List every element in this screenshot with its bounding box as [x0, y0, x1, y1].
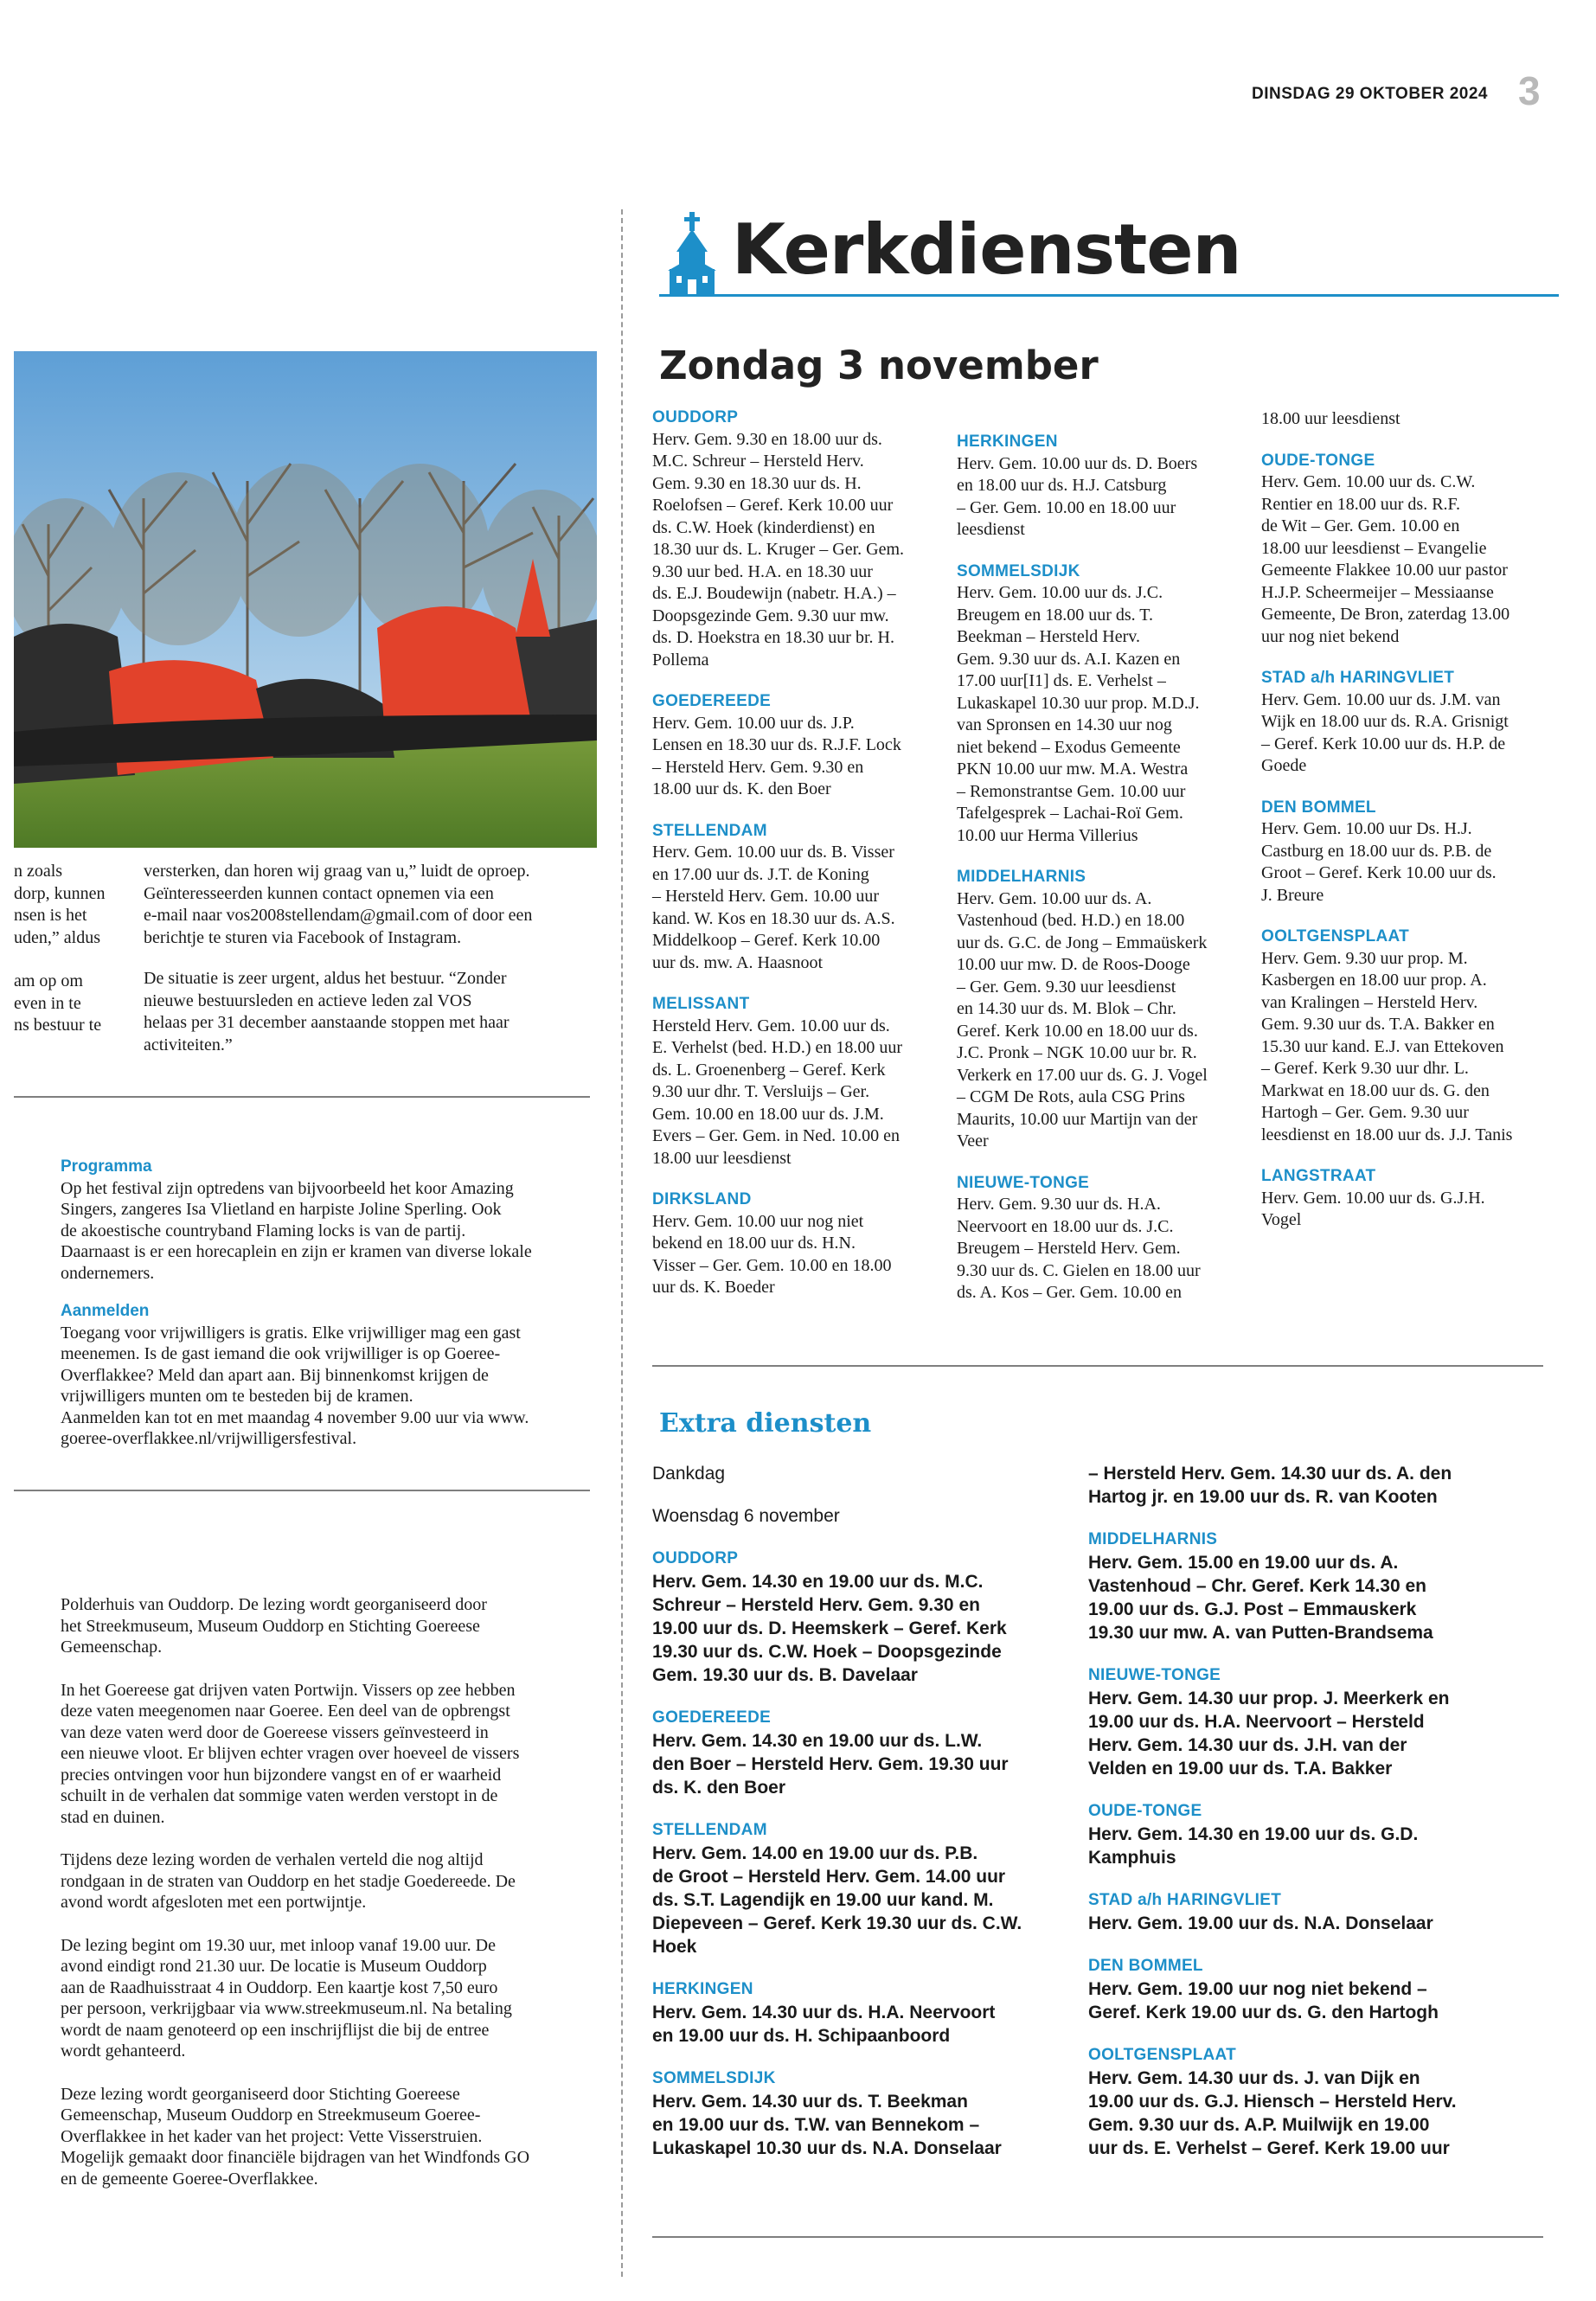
service-line: Castburg en 18.00 uur ds. P.B. de [1261, 841, 1492, 861]
service-line: Wijk en 18.00 uur ds. R.A. Grisnigt [1261, 712, 1509, 731]
service-line: 9.30 uur dhr. T. Versluijs – Ger. [652, 1082, 870, 1101]
service-line: Breugem en 18.00 uur ds. T. [957, 605, 1154, 625]
place-heading: LANGSTRAAT [1261, 1167, 1376, 1185]
text-line: n zoals [14, 862, 63, 881]
bottom-divider [652, 2236, 1543, 2238]
text-line: – Hersteld Herv. Gem. 14.30 uur ds. A. den [1088, 1464, 1452, 1484]
service-line: Velden en 19.00 uur ds. T.A. Bakker [1088, 1759, 1393, 1779]
service-line: Roelofsen – Geref. Kerk 10.00 uur [652, 496, 894, 515]
text-line: De lezing begint om 19.30 uur, met inloop vanaf 19.00 uur. De [61, 1935, 496, 1955]
service-line: 10.00 uur Herma Villerius [957, 825, 1138, 845]
service-line: Herv. Gem. 10.00 uur Ds. H.J. [1261, 819, 1472, 838]
service-line: Kasbergen en 18.00 uur prop. A. [1261, 971, 1487, 990]
service-line: Hersteld Herv. Gem. 10.00 uur ds. [652, 1016, 890, 1035]
text-line: Deze lezing wordt georganiseerd door Stichting Goereese [61, 2084, 460, 2104]
service-line: Lensen en 18.30 uur ds. R.J.F. Lock [652, 735, 901, 754]
service-line: Herv. Gem. 10.00 uur ds. A. [957, 888, 1152, 908]
service-line: bekend en 18.00 uur ds. H.N. [652, 1234, 856, 1253]
service-line: de Wit – Ger. Gem. 10.00 en [1261, 516, 1460, 535]
service-line: Herv. Gem. 10.00 uur ds. J.C. [957, 583, 1163, 602]
place-heading: NIEUWE-TONGE [957, 1173, 1090, 1192]
service-line: Vogel [1261, 1210, 1302, 1229]
text-line: het Streekmuseum, Museum Ouddorp en Stichting Goereese [61, 1616, 480, 1636]
service-line: Herv. Gem. 14.30 uur ds. H.A. Neervoort [652, 2003, 996, 2022]
service-line: J.C. Pronk – NGK 10.00 uur br. R. [957, 1043, 1197, 1062]
place-heading: MELISSANT [652, 995, 750, 1013]
service-line: H.J.P. Scheermeijer – Messiaanse [1261, 582, 1494, 602]
service-line: Markwat en 18.00 uur ds. G. den [1261, 1080, 1490, 1100]
place-heading: DIRKSLAND [652, 1190, 752, 1208]
service-line: – Geref. Kerk 9.30 uur dhr. L. [1261, 1059, 1469, 1078]
service-line: Herv. Gem. 10.00 uur ds. G.J.H. [1261, 1188, 1485, 1208]
place-heading: SOMMELSDIJK [957, 561, 1080, 580]
place-heading: GOEDEREEDE [652, 1708, 772, 1727]
service-line: uur ds. G.C. de Jong – Emmaüskerk [957, 933, 1208, 952]
text-line: Singers, zangeres Isa Vlietland en harpiste Joline Sperling. Ook [61, 1200, 502, 1219]
place-heading: NIEUWE-TONGE [1088, 1666, 1221, 1684]
lecture-paragraph [61, 1680, 597, 1829]
aanmelden-text [61, 1323, 597, 1450]
text-line: activiteiten.” [144, 1035, 233, 1054]
service-line: Middelkoop – Geref. Kerk 10.00 [652, 931, 881, 950]
service-line: 19.00 uur ds. D. Heemskerk – Geref. Kerk [652, 1618, 1007, 1638]
service-line: Herv. Gem. 14.30 en 19.00 uur ds. L.W. [652, 1731, 983, 1751]
service-line: – Hersteld Herv. Gem. 9.30 en [652, 757, 864, 777]
service-line: Herv. Gem. 14.30 en 19.00 uur ds. G.D. [1088, 1824, 1419, 1844]
service-line: Rentier en 18.00 uur ds. R.F. [1261, 494, 1461, 514]
service-line: ds. S.T. Lagendijk en 19.00 uur kand. M. [652, 1890, 994, 1910]
service-line: 19.00 uur ds. G.J. Post – Emmauskerk [1088, 1599, 1417, 1619]
column-divider [621, 209, 623, 2277]
lecture-paragraph [61, 1849, 597, 1913]
service-line: 17.00 uur[I1] ds. E. Verhelst – [957, 671, 1166, 690]
service-line: Herv. Gem. 10.00 uur ds. J.P. [652, 713, 855, 733]
service-line: J. Breure [1261, 885, 1324, 905]
text-line: Toegang voor vrijwilligers is gratis. Elke vrijwilliger mag een gast [61, 1323, 521, 1343]
service-line: de Groot – Hersteld Herv. Gem. 14.00 uur [652, 1867, 1006, 1887]
place-heading: MIDDELHARNIS [1088, 1530, 1218, 1548]
service-line: en 18.00 uur ds. H.J. Catsburg [957, 476, 1167, 495]
service-line: en 19.00 uur ds. T.W. van Bennekom – [652, 2115, 980, 2135]
text-line: versterken, dan horen wij graag van u,” luidt de oproep. [144, 862, 530, 881]
service-line: Herv. Gem. 9.30 uur ds. H.A. [957, 1195, 1161, 1214]
service-line: Herv. Gem. 14.30 uur prop. J. Meerkerk en [1088, 1689, 1450, 1708]
place-heading: GOEDEREEDE [652, 692, 772, 710]
title-rule [659, 294, 1559, 297]
text-line: Aanmelden kan tot en met maandag 4 november 9.00 uur via www. [61, 1407, 529, 1427]
service-line: kand. W. Kos en 18.30 uur ds. A.S. [652, 908, 895, 928]
text-line: Gemeenschap, Museum Ouddorp en Streekmuseum Goeree- [61, 2106, 481, 2125]
text-line: Overflakkee in het kader van het project: Vette Visserstruien. [61, 2126, 483, 2146]
text-line: wordt gehanteerd. [61, 2041, 186, 2061]
article-right-text [144, 861, 611, 1056]
service-line: Evers – Ger. Gem. in Ned. 10.00 en [652, 1126, 901, 1145]
text-line: avond wordt afgesloten met een portwijntje. [61, 1893, 367, 1912]
service-line: Kamphuis [1088, 1848, 1176, 1868]
text-line: berichtje te sturen via Facebook of Instagram. [144, 927, 462, 947]
service-line: Breugem – Hersteld Herv. Gem. [957, 1239, 1181, 1258]
text-line: avond eindigt rond 21.30 uur. De locatie is Museum Ouddorp [61, 1957, 487, 1976]
service-line: uur nog niet bekend [1261, 626, 1400, 646]
service-line: 18.30 uur ds. L. Kruger – Ger. Gem. [652, 540, 905, 559]
service-line: uur ds. mw. A. Haasnoot [652, 952, 824, 972]
page-date: DINSDAG 29 OKTOBER 2024 [1251, 85, 1488, 103]
place-heading: OOLTGENSPLAAT [1088, 2046, 1237, 2064]
service-line: M.C. Schreur – Hersteld Herv. [652, 452, 864, 471]
place-heading: DEN BOMMEL [1088, 1957, 1203, 1975]
text-line: Hartog jr. en 19.00 uur ds. R. van Kooten [1088, 1487, 1438, 1507]
service-line: – Geref. Kerk 10.00 uur ds. H.P. de [1261, 734, 1506, 753]
service-line: Herv. Gem. 9.30 uur prop. M. [1261, 948, 1468, 968]
text-line: een nieuwe vloot. Er blijven echter vragen over hoeveel de vissers [61, 1744, 520, 1763]
text-line: ns bestuur te [14, 1016, 102, 1035]
text-line: nieuwe bestuursleden en actieve leden zal VOS [144, 990, 472, 1010]
extra-day-label: Woensdag 6 november [652, 1506, 840, 1526]
service-line: Vastenhoud – Chr. Geref. Kerk 14.30 en [1088, 1576, 1426, 1596]
extra-column-2 [1088, 1462, 1547, 2160]
aanmelden-heading: Aanmelden [61, 1302, 150, 1320]
article-divider [14, 1096, 590, 1098]
service-line: ds. D. Hoekstra en 18.30 uur br. H. [652, 628, 894, 647]
service-line: 9.30 uur bed. H.A. en 18.30 uur [652, 561, 873, 581]
service-line: uur ds. K. Boeder [652, 1278, 775, 1297]
service-line: Herv. Gem. 14.30 uur ds. T. Beekman [652, 2092, 968, 2112]
service-line: Gem. 19.30 uur ds. B. Davelaar [652, 1665, 918, 1685]
text-line: e-mail naar vos2008stellendam@gmail.com of door een [144, 906, 533, 925]
text-line: schuilt in de verhalen dat sommige vaten werden verstopt in de [61, 1786, 498, 1805]
text-line: ondernemers. [61, 1263, 155, 1283]
service-line: Herv. Gem. 14.30 en 19.00 uur ds. M.C. [652, 1572, 984, 1592]
service-line: Schreur – Hersteld Herv. Gem. 9.30 en [652, 1595, 980, 1615]
place-heading: HERKINGEN [652, 1980, 753, 1998]
text-line: stad en duinen. [61, 1807, 165, 1827]
text-line: wordt de naam genoteerd op een inschrijflijst die bij de entree [61, 2020, 490, 2040]
place-heading: STAD a/h HARINGVLIET [1088, 1891, 1282, 1909]
text-line: precies ontvingen voor hun bijzondere vangst en of er waarheid [61, 1765, 502, 1785]
text-line: de akoestische countryband Flaming locks is van de partij. [61, 1221, 466, 1240]
service-line: 19.30 uur mw. A. van Putten-Brandsema [1088, 1623, 1433, 1643]
service-line: E. Verhelst (bed. H.D.) en 18.00 uur [652, 1038, 903, 1057]
service-line: 18.00 uur leesdienst [652, 1148, 792, 1168]
service-line: Geref. Kerk 19.00 uur ds. G. den Hartogh [1088, 2003, 1439, 2022]
service-line: Herv. Gem. 14.00 en 19.00 uur ds. P.B. [652, 1843, 978, 1863]
service-line: Veer [957, 1131, 989, 1150]
service-line: 9.30 uur ds. C. Gielen en 18.00 uur [957, 1260, 1201, 1280]
text-line: en de gemeente Goeree-Overflakkee. [61, 2169, 318, 2189]
service-line: en 17.00 uur ds. J.T. de Koning [652, 864, 869, 884]
service-line: Lukaskapel 10.30 uur prop. M.D.J. [957, 693, 1200, 713]
text-line: Gemeenschap. [61, 1638, 163, 1657]
service-line: Tafelgesprek – Lachai-Roï Gem. [957, 804, 1183, 823]
service-line: Herv. Gem. 19.00 uur ds. N.A. Donselaar [1088, 1913, 1433, 1933]
service-line: niet bekend – Exodus Gemeente [957, 737, 1181, 757]
text-line: even in te [14, 993, 81, 1013]
service-line: Herv. Gem. 10.00 uur ds. C.W. [1261, 472, 1476, 491]
service-line: Gemeente Flakkee 10.00 uur pastor [1261, 561, 1508, 580]
service-line: Maurits, 10.00 uur Martijn van der [957, 1109, 1198, 1129]
text-line: vrijwilligers munten om te besteden bij de kramen. [61, 1387, 413, 1406]
text-line: per persoon, verkrijgbaar via www.streekmuseum.nl. Na betaling [61, 1999, 512, 2018]
text-line: Op het festival zijn optredens van bijvoorbeeld het koor Amazing [61, 1178, 514, 1198]
bouncy-castle-photo [14, 351, 597, 848]
service-line: ds. E.J. Boudewijn (nabetr. H.A.) – [652, 584, 896, 603]
service-line: ds. A. Kos – Ger. Gem. 10.00 en [957, 1283, 1182, 1302]
programma-text [61, 1178, 597, 1285]
service-line: 19.00 uur ds. H.A. Neervoort – Hersteld [1088, 1712, 1425, 1732]
service-line: – Remonstrantse Gem. 10.00 uur [957, 781, 1186, 801]
sunday-column-3 [1261, 408, 1555, 1232]
service-line: Neervoort en 18.00 uur ds. J.C. [957, 1216, 1174, 1236]
service-line: Pollema [652, 650, 709, 670]
service-line: van Spronsen en 14.30 uur nog [957, 715, 1172, 734]
service-line: Doopsgezinde Gem. 9.30 uur mw. [652, 606, 889, 625]
service-line: Groot – Geref. Kerk 10.00 uur ds. [1261, 863, 1497, 882]
text-line: In het Goereese gat drijven vaten Portwijn. Vissers op zee hebben [61, 1680, 516, 1700]
extra-services-title: Extra diensten [659, 1408, 872, 1439]
service-line: Herv. Gem. 10.00 uur ds. D. Boers [957, 453, 1198, 473]
service-line: ds. C.W. Hoek (kinderdienst) en [652, 517, 875, 537]
service-line: Lukaskapel 10.30 uur ds. N.A. Donselaar [652, 2138, 1002, 2158]
place-heading: OOLTGENSPLAAT [1261, 927, 1410, 945]
text-line: Daarnaast is er een horecaplein en zijn er kramen van diverse lokale [61, 1242, 532, 1261]
place-heading: STELLENDAM [652, 1821, 767, 1839]
place-heading: SOMMELSDIJK [652, 2069, 776, 2087]
festival-info [61, 1157, 597, 1450]
service-line: Vastenhoud (bed. H.D.) en 18.00 [957, 911, 1185, 930]
text-line: meenemen. Is de gast iemand die ook vrijwilliger is op Goeree- [61, 1344, 501, 1363]
church-icon [661, 212, 723, 297]
article-left-fragment [14, 861, 126, 1037]
festival-divider [14, 1490, 590, 1491]
service-line: ds. K. den Boer [652, 1778, 786, 1798]
service-line: Verkerk en 17.00 uur ds. G. J. Vogel [957, 1065, 1208, 1085]
service-line: Goede [1261, 756, 1307, 775]
service-line: Gemeente, De Bron, zaterdag 13.00 [1261, 605, 1510, 624]
service-line: – Hersteld Herv. Gem. 10.00 uur [652, 887, 879, 906]
text-line: 18.00 uur leesdienst [1261, 409, 1401, 428]
service-line: Gem. 9.30 en 18.30 uur ds. H. [652, 473, 862, 493]
place-heading: OUDDORP [652, 1549, 739, 1567]
service-line: van Kralingen – Hersteld Herv. [1261, 992, 1478, 1012]
text-line: dorp, kunnen [14, 883, 106, 903]
sunday-column-2 [957, 431, 1242, 1304]
service-line: Geref. Kerk 10.00 en 18.00 uur ds. [957, 1021, 1198, 1041]
service-line: leesdienst en 18.00 uur ds. J.J. Tanis [1261, 1125, 1513, 1144]
place-heading: STAD a/h HARINGVLIET [1261, 669, 1455, 687]
service-line: uur ds. E. Verhelst – Geref. Kerk 19.00 uur [1088, 2138, 1450, 2158]
text-line: Geïnteresseerden kunnen contact opnemen via een [144, 883, 494, 903]
page-number: 3 [1518, 68, 1541, 113]
service-line: ds. L. Groenenberg – Geref. Kerk [652, 1060, 886, 1080]
section-title: Kerkdiensten [732, 209, 1241, 290]
lecture-paragraph [61, 1935, 597, 2062]
place-heading: HERKINGEN [957, 433, 1058, 451]
lecture-paragraph [61, 1594, 597, 1658]
service-line: Herv. Gem. 19.00 uur nog niet bekend – [1088, 1979, 1427, 1999]
text-line: aan de Raadhuisstraat 4 in Ouddorp. Een kaartje kost 7,50 euro [61, 1977, 498, 1997]
text-line: De situatie is zeer urgent, aldus het bestuur. “Zonder [144, 969, 507, 988]
place-heading: MIDDELHARNIS [957, 868, 1086, 886]
lecture-paragraph [61, 2084, 597, 2190]
dankdag-label: Dankdag [652, 1464, 726, 1484]
place-heading: OUDE-TONGE [1088, 1802, 1202, 1820]
service-line: leesdienst [957, 520, 1025, 539]
service-line: Herv. Gem. 9.30 en 18.00 uur ds. [652, 429, 882, 449]
service-line: Hoek [652, 1937, 697, 1957]
service-line: Gem. 9.30 uur ds. A.P. Muilwijk en 19.00 [1088, 2115, 1430, 2135]
service-line: Hartogh – Ger. Gem. 9.30 uur [1261, 1103, 1469, 1122]
service-line: Visser – Ger. Gem. 10.00 en 18.00 [652, 1255, 892, 1275]
service-line: Herv. Gem. 14.30 uur ds. J. van Dijk en [1088, 2068, 1420, 2088]
sunday-column-1 [652, 407, 938, 1299]
text-line: nsen is het [14, 906, 87, 925]
service-line: Gem. 9.30 uur ds. A.I. Kazen en [957, 649, 1181, 669]
text-line: goeree-overflakkee.nl/vrijwilligersfestival. [61, 1429, 357, 1448]
service-line: 15.30 uur kand. E.J. van Ettekoven [1261, 1036, 1504, 1056]
sunday-heading: Zondag 3 november [659, 343, 1099, 388]
place-heading: STELLENDAM [652, 821, 767, 840]
text-line: Overflakkee? Meld dan apart aan. Bij binnenkomst krijgen de [61, 1365, 489, 1385]
service-line: Herv. Gem. 10.00 uur ds. J.M. van [1261, 689, 1501, 709]
text-line: Polderhuis van Ouddorp. De lezing wordt georganiseerd door [61, 1595, 487, 1614]
service-line: Herv. Gem. 14.30 uur ds. J.H. van der [1088, 1735, 1407, 1755]
service-line: 19.00 uur ds. G.J. Hiensch – Hersteld Herv. [1088, 2092, 1457, 2112]
text-line: Tijdens deze lezing worden de verhalen verteld die nog altijd [61, 1850, 484, 1869]
service-line: Herv. Gem. 10.00 uur ds. B. Visser [652, 843, 894, 862]
service-line: den Boer – Hersteld Herv. Gem. 19.30 uur [652, 1754, 1009, 1774]
service-line: en 19.00 uur ds. H. Schipaanboord [652, 2026, 951, 2046]
place-heading: DEN BOMMEL [1261, 798, 1376, 817]
service-line: 10.00 uur mw. D. de Roos-Dooge [957, 955, 1190, 974]
text-line: am op om [14, 971, 83, 990]
place-heading: OUDDORP [652, 408, 739, 426]
service-line: en 14.30 uur ds. M. Blok – Chr. [957, 999, 1176, 1018]
service-line: PKN 10.00 uur mw. M.A. Westra [957, 760, 1189, 779]
service-line: 19.30 uur ds. C.W. Hoek – Doopsgezinde [652, 1642, 1002, 1662]
service-line: – Ger. Gem. 9.30 uur leesdienst [957, 977, 1176, 997]
place-heading: OUDE-TONGE [1261, 451, 1375, 470]
extra-column-1 [652, 1462, 1085, 2160]
text-line: Mogelijk gemaakt door financiële bijdragen van het Windfonds GO [61, 2148, 530, 2167]
text-line: rondgaan in de straten van Ouddorp en het stadje Goedereede. De [61, 1871, 516, 1891]
text-line: helaas per 31 december aanstaande stoppen met haar [144, 1013, 510, 1032]
service-line: – CGM De Rots, aula CSG Prins [957, 1087, 1185, 1106]
text-line: deze vaten meegenomen naar Goeree. Een deel van de opbrengst [61, 1702, 510, 1721]
service-line: 18.00 uur leesdienst – Evangelie [1261, 538, 1487, 558]
text-line: van deze vaten werd door de Goereese vissers geïnvesteerd in [61, 1722, 489, 1742]
service-line: Gem. 10.00 en 18.00 uur ds. J.M. [652, 1104, 884, 1124]
service-line: Beekman – Hersteld Herv. [957, 627, 1140, 646]
sunday-divider [652, 1365, 1543, 1367]
service-line: Herv. Gem. 10.00 uur nog niet [652, 1211, 864, 1231]
text-line: uden,” aldus [14, 927, 100, 947]
service-line: – Ger. Gem. 10.00 en 18.00 uur [957, 497, 1176, 517]
photo-illustration [14, 351, 597, 848]
service-line: 18.00 uur ds. K. den Boer [652, 779, 831, 798]
service-line: Diepeveen – Geref. Kerk 19.30 uur ds. C.W. [652, 1913, 1022, 1933]
service-line: Gem. 9.30 uur ds. T.A. Bakker en [1261, 1015, 1495, 1034]
programma-heading: Programma [61, 1157, 152, 1176]
service-line: Herv. Gem. 15.00 en 19.00 uur ds. A. [1088, 1553, 1399, 1573]
lecture-article [61, 1594, 597, 2211]
